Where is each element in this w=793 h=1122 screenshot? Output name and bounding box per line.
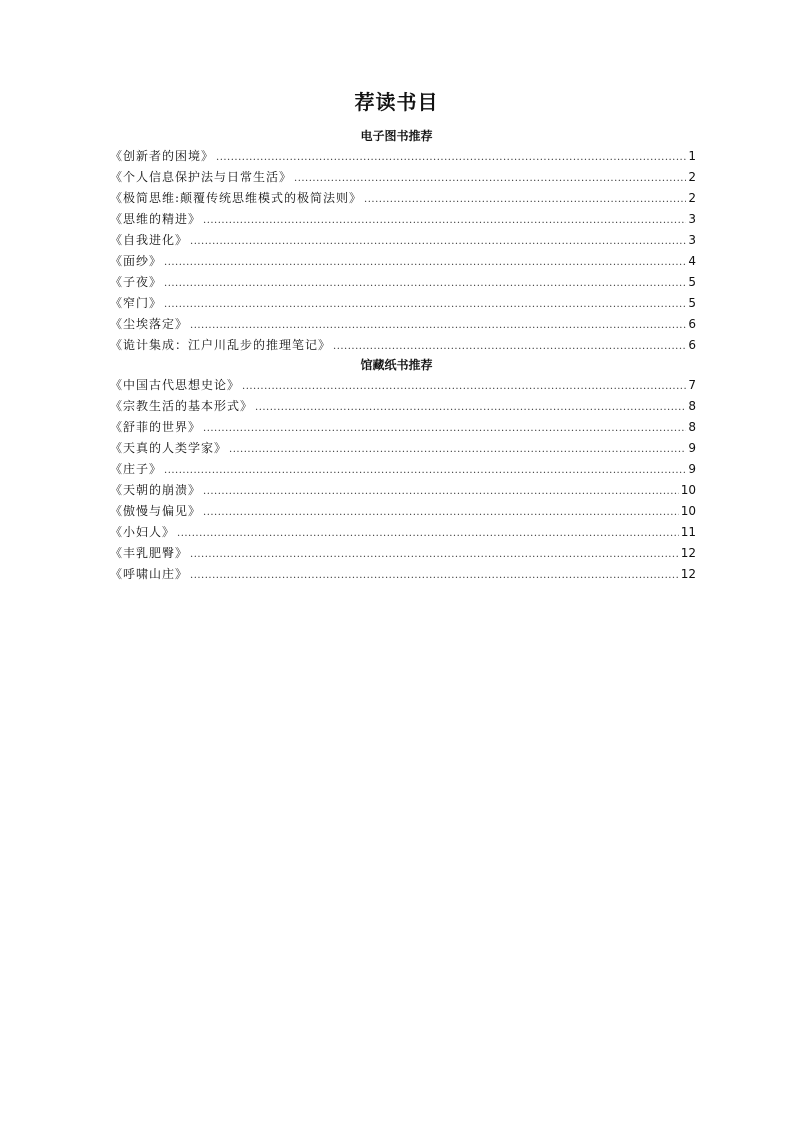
toc-entry-page: 8 (688, 399, 696, 413)
toc-entry-page: 12 (680, 546, 696, 560)
toc-entry[interactable] (110, 459, 696, 479)
toc-entry-page: 7 (688, 378, 696, 392)
toc-entry-title: 《面纱》 (110, 254, 163, 268)
dot-leader (203, 482, 679, 502)
dot-leader (164, 274, 686, 294)
toc-entry-title: 《舒菲的世界》 (110, 420, 202, 434)
dot-leader (164, 253, 686, 273)
toc-entry[interactable] (110, 480, 696, 500)
toc-entry[interactable] (110, 272, 696, 292)
toc-entry-page: 4 (688, 254, 696, 268)
toc-entry-title: 《尘埃落定》 (110, 317, 189, 331)
toc-entry[interactable] (110, 335, 696, 355)
toc-entry-page: 3 (688, 212, 696, 226)
toc-entry[interactable] (110, 375, 696, 395)
toc-entry-title: 《个人信息保护法与日常生活》 (110, 170, 293, 184)
dot-leader (229, 440, 686, 460)
toc-entry-title: 《极简思维:颠覆传统思维模式的极简法则》 (110, 191, 363, 205)
toc-entry[interactable] (110, 396, 696, 416)
toc-entry[interactable] (110, 146, 696, 166)
toc-entry-title: 《子夜》 (110, 275, 163, 289)
document-title: 荐读书目 (354, 90, 439, 114)
toc-entry-page: 11 (680, 525, 696, 539)
toc-entry-title: 《庄子》 (110, 462, 163, 476)
toc-entry-title: 《小妇人》 (110, 525, 176, 539)
toc-entry-title: 《自我进化》 (110, 233, 189, 247)
toc-entry-page: 8 (688, 420, 696, 434)
toc-entry-title: 《诡计集成：江户川乱步的推理笔记》 (110, 338, 332, 352)
dot-leader (190, 566, 679, 586)
dot-leader (294, 169, 686, 189)
toc-entry-page: 1 (688, 149, 696, 163)
dot-leader (164, 295, 686, 315)
dot-leader (216, 148, 686, 168)
toc-entry-page: 5 (688, 296, 696, 310)
dot-leader (164, 461, 686, 481)
toc-entry[interactable] (110, 314, 696, 334)
toc-entry-title: 《天朝的崩溃》 (110, 483, 202, 497)
section-heading-print-books: 馆藏纸书推荐 (360, 358, 433, 372)
toc-entry[interactable] (110, 522, 696, 542)
dot-leader (190, 316, 686, 336)
dot-leader (203, 211, 686, 231)
dot-leader (255, 398, 686, 418)
toc-entry-page: 10 (680, 504, 696, 518)
toc-entry-title: 《创新者的困境》 (110, 149, 215, 163)
toc-entry-title: 《思维的精进》 (110, 212, 202, 226)
toc-entry[interactable] (110, 167, 696, 187)
dot-leader (203, 503, 679, 523)
dot-leader (190, 232, 686, 252)
toc-entry-page: 6 (688, 317, 696, 331)
toc-entry[interactable] (110, 188, 696, 208)
toc-entry-page: 9 (688, 462, 696, 476)
toc-entry[interactable] (110, 543, 696, 563)
dot-leader (177, 524, 679, 544)
toc-entry[interactable] (110, 230, 696, 250)
section-heading-ebooks: 电子图书推荐 (360, 129, 433, 143)
toc-entry[interactable] (110, 209, 696, 229)
toc-entry[interactable] (110, 501, 696, 521)
toc-entry-page: 3 (688, 233, 696, 247)
toc-entry-page: 5 (688, 275, 696, 289)
toc-entry-title: 《中国古代思想史论》 (110, 378, 241, 392)
dot-leader (190, 545, 679, 565)
toc-entry-page: 2 (688, 191, 696, 205)
dot-leader (364, 190, 686, 210)
toc-entry-page: 2 (688, 170, 696, 184)
dot-leader (333, 337, 686, 357)
toc-entry-page: 12 (680, 567, 696, 581)
toc-entry-title: 《丰乳肥臀》 (110, 546, 189, 560)
toc-entry-title: 《呼啸山庄》 (110, 567, 189, 581)
toc-entry-title: 《宗教生活的基本形式》 (110, 399, 254, 413)
toc-entry[interactable] (110, 417, 696, 437)
dot-leader (242, 377, 686, 397)
toc-entry[interactable] (110, 293, 696, 313)
dot-leader (203, 419, 686, 439)
toc-entry-page: 6 (688, 338, 696, 352)
toc-entry[interactable] (110, 438, 696, 458)
toc-entry[interactable] (110, 564, 696, 584)
toc-entry[interactable] (110, 251, 696, 271)
toc-entry-page: 9 (688, 441, 696, 455)
toc-entry-page: 10 (680, 483, 696, 497)
toc-entry-title: 《天真的人类学家》 (110, 441, 228, 455)
toc-entry-title: 《傲慢与偏见》 (110, 504, 202, 518)
toc-entry-title: 《窄门》 (110, 296, 163, 310)
